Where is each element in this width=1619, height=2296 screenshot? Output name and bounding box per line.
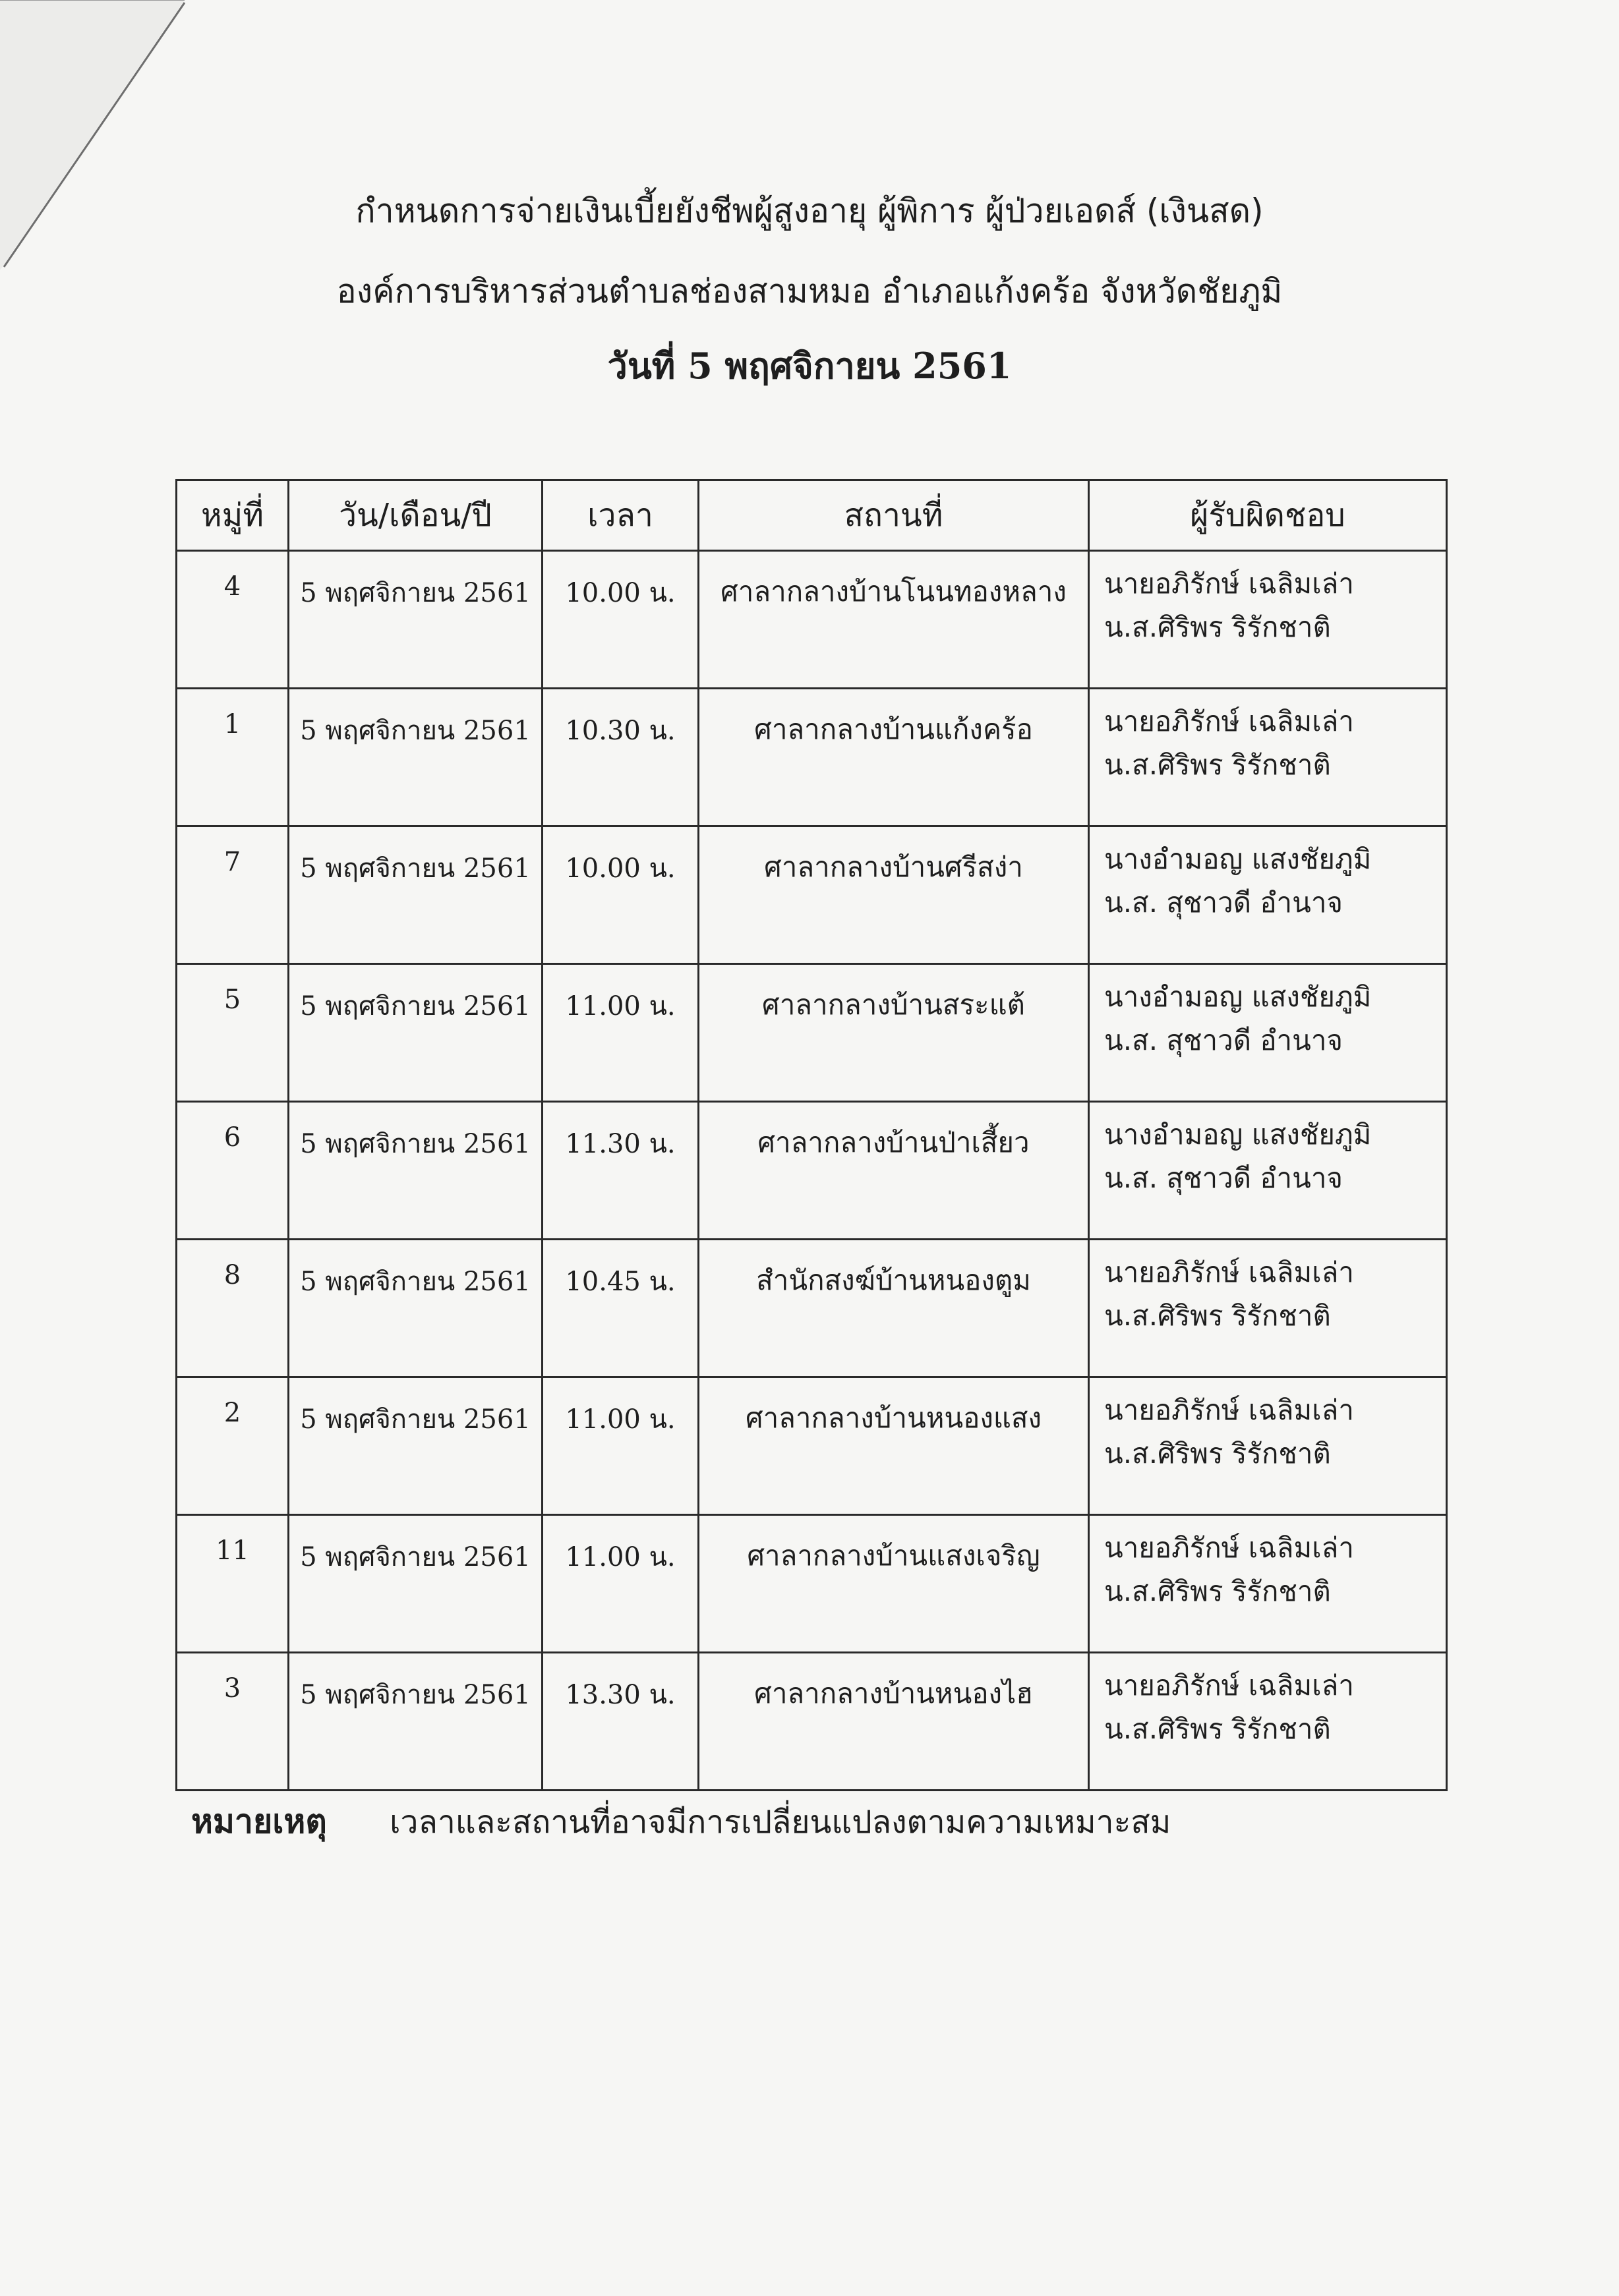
footnote [191, 1796, 1171, 1848]
col-header-moo: หมู่ที่ [177, 480, 289, 551]
cell-place: ศาลากลางบ้านหนองแสง [699, 1377, 1089, 1515]
col-header-responsible: ผู้รับผิดชอบ [1089, 480, 1447, 551]
responsible-person-1: นายอภิรักษ์ เฉลิมเล่า [1104, 1669, 1354, 1702]
responsible-person-1: นางอำมอญ แสงชัยภูมิ [1104, 1118, 1372, 1151]
table-row [177, 1240, 1447, 1377]
cell-time: 13.30 น. [543, 1653, 699, 1791]
schedule-table [175, 479, 1448, 1791]
cell-responsible [1089, 964, 1447, 1102]
cell-moo: 11 [177, 1515, 289, 1653]
cell-moo: 6 [177, 1102, 289, 1240]
col-header-date: วัน/เดือน/ปี [289, 480, 543, 551]
cell-time: 10.30 น. [543, 689, 699, 826]
responsible-person-2: น.ส. สุชาวดี อำนาจ [1104, 1162, 1343, 1194]
cell-time: 11.00 น. [543, 1515, 699, 1653]
cell-responsible [1089, 1653, 1447, 1791]
responsible-person-2: น.ส.ศิริพร ริรักชาติ [1104, 749, 1331, 781]
cell-date: 5 พฤศจิกายน 2561 [289, 689, 543, 826]
cell-moo: 3 [177, 1653, 289, 1791]
cell-time: 10.45 น. [543, 1240, 699, 1377]
footnote-label: หมายเหตุ [191, 1802, 327, 1841]
doc-date: วันที่ 5 พฤศจิกายน 2561 [607, 345, 1012, 387]
responsible-person-2: น.ส.ศิริพร ริรักชาติ [1104, 1575, 1331, 1607]
doc-title: กำหนดการจ่ายเงินเบี้ยยังชีพผู้สูงอายุ ผู้พิการ ผู้ป่วยเอดส์ (เงินสด) [355, 192, 1264, 230]
responsible-person-2: น.ส.ศิริพร ริรักชาติ [1104, 1437, 1331, 1470]
cell-date: 5 พฤศจิกายน 2561 [289, 551, 543, 689]
cell-place: ศาลากลางบ้านสระแต้ [699, 964, 1089, 1102]
folded-corner-mark [0, 0, 211, 277]
cell-responsible [1089, 1377, 1447, 1515]
cell-moo: 8 [177, 1240, 289, 1377]
cell-date: 5 พฤศจิกายน 2561 [289, 1377, 543, 1515]
cell-place: ศาลากลางบ้านแสงเจริญ [699, 1515, 1089, 1653]
cell-responsible [1089, 826, 1447, 964]
table-row [177, 826, 1447, 964]
col-header-place: สถานที่ [699, 480, 1089, 551]
cell-time: 10.00 น. [543, 551, 699, 689]
table-row [177, 1653, 1447, 1791]
responsible-person-1: นางอำมอญ แสงชัยภูมิ [1104, 981, 1372, 1013]
responsible-person-2: น.ส. สุชาวดี อำนาจ [1104, 886, 1343, 919]
cell-place: ศาลากลางบ้านศรีสง่า [699, 826, 1089, 964]
cell-moo: 5 [177, 964, 289, 1102]
cell-place: ศาลากลางบ้านโนนทองหลาง [699, 551, 1089, 689]
cell-responsible [1089, 1515, 1447, 1653]
responsible-person-1: นายอภิรักษ์ เฉลิมเล่า [1104, 1394, 1354, 1426]
table-row [177, 1377, 1447, 1515]
cell-time: 11.00 น. [543, 1377, 699, 1515]
doc-organization: องค์การบริหารส่วนตำบลช่องสามหมอ อำเภอแก้งคร้อ จังหวัดชัยภูมิ [336, 272, 1283, 310]
table-row [177, 689, 1447, 826]
cell-time: 11.30 น. [543, 1102, 699, 1240]
responsible-person-1: นายอภิรักษ์ เฉลิมเล่า [1104, 1256, 1354, 1288]
cell-responsible [1089, 1102, 1447, 1240]
cell-date: 5 พฤศจิกายน 2561 [289, 826, 543, 964]
cell-place: ศาลากลางบ้านหนองไฮ [699, 1653, 1089, 1791]
responsible-person-2: น.ส. สุชาวดี อำนาจ [1104, 1024, 1343, 1056]
table-row [177, 1515, 1447, 1653]
cell-place: สำนักสงฆ์บ้านหนองตูม [699, 1240, 1089, 1377]
table-row [177, 1102, 1447, 1240]
responsible-person-1: นายอภิรักษ์ เฉลิมเล่า [1104, 567, 1354, 600]
cell-date: 5 พฤศจิกายน 2561 [289, 1102, 543, 1240]
cell-responsible [1089, 689, 1447, 826]
cell-place: ศาลากลางบ้านแก้งคร้อ [699, 689, 1089, 826]
responsible-person-1: นางอำมอญ แสงชัยภูมิ [1104, 843, 1372, 875]
responsible-person-2: น.ส.ศิริพร ริรักชาติ [1104, 1300, 1331, 1332]
col-header-time: เวลา [543, 480, 699, 551]
table-row [177, 551, 1447, 689]
footnote-text: เวลาและสถานที่อาจมีการเปลี่ยนแปลงตามความเหมาะสม [390, 1804, 1171, 1841]
responsible-person-1: นายอภิรักษ์ เฉลิมเล่า [1104, 705, 1354, 737]
responsible-person-1: นายอภิรักษ์ เฉลิมเล่า [1104, 1532, 1354, 1564]
cell-time: 10.00 น. [543, 826, 699, 964]
table-header-row [177, 480, 1447, 551]
cell-responsible [1089, 1240, 1447, 1377]
cell-date: 5 พฤศจิกายน 2561 [289, 1515, 543, 1653]
cell-place: ศาลากลางบ้านป่าเสี้ยว [699, 1102, 1089, 1240]
cell-responsible [1089, 551, 1447, 689]
cell-date: 5 พฤศจิกายน 2561 [289, 1240, 543, 1377]
cell-date: 5 พฤศจิกายน 2561 [289, 964, 543, 1102]
cell-moo: 4 [177, 551, 289, 689]
cell-date: 5 พฤศจิกายน 2561 [289, 1653, 543, 1791]
cell-time: 11.00 น. [543, 964, 699, 1102]
cell-moo: 1 [177, 689, 289, 826]
cell-moo: 2 [177, 1377, 289, 1515]
table-row [177, 964, 1447, 1102]
responsible-person-2: น.ส.ศิริพร ริรักชาติ [1104, 611, 1331, 643]
responsible-person-2: น.ส.ศิริพร ริรักชาติ [1104, 1713, 1331, 1745]
cell-moo: 7 [177, 826, 289, 964]
